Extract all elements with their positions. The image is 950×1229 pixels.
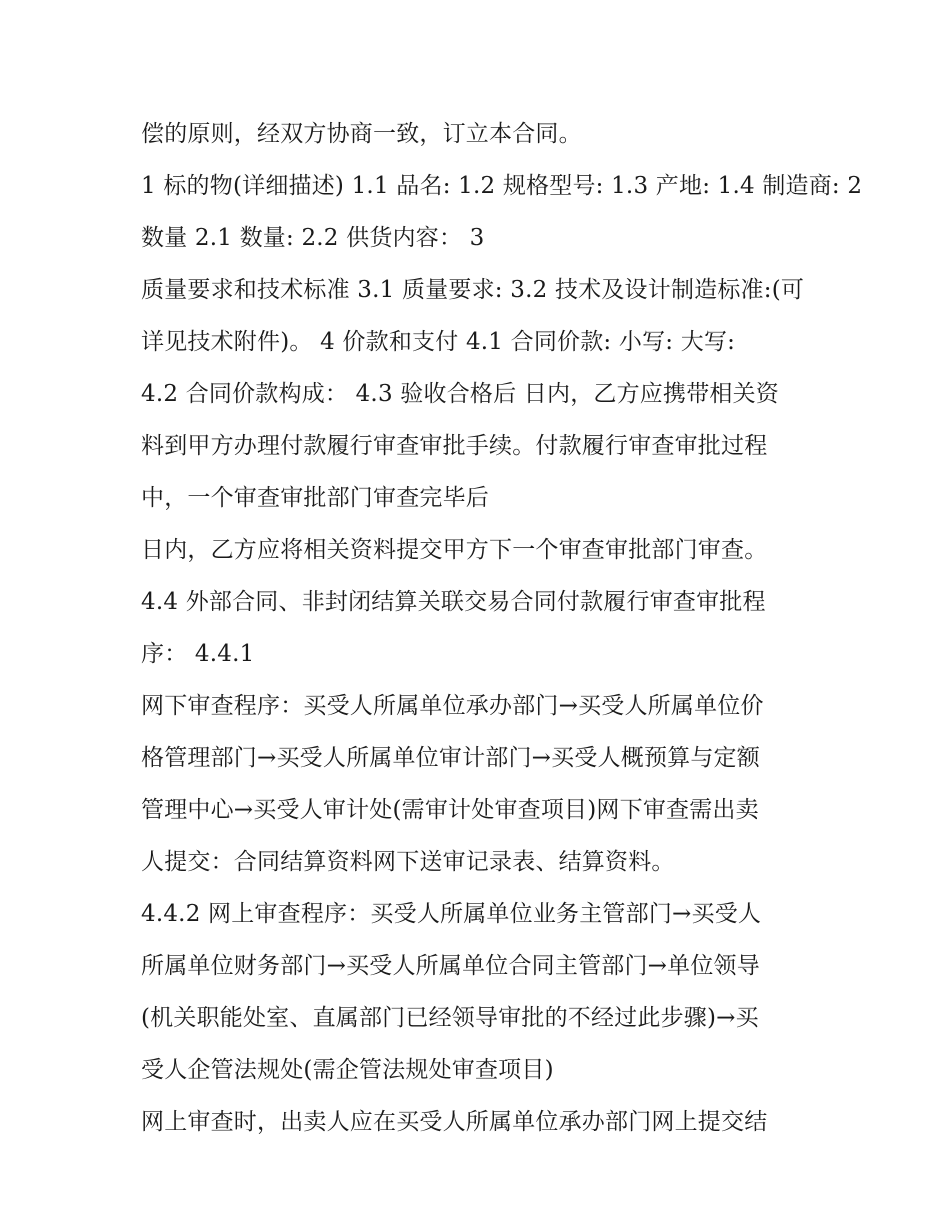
text-line: 中，一个审查审批部门审查完毕后 bbox=[141, 485, 489, 511]
text-line: 1 标的物(详细描述) 1.1 品名: 1.2 规格型号: 1.3 产地: 1.4 制造商: 2 bbox=[141, 173, 863, 199]
text-line: 料到甲方办理付款履行审查审批手续。付款履行审查审批过程 bbox=[141, 433, 768, 459]
text-line: 格管理部门→买受人所属单位审计部门→买受人概预算与定额 bbox=[141, 745, 760, 771]
text-line: 数量 2.1 数量: 2.2 供货内容： 3 bbox=[141, 225, 485, 251]
text-line: 受人企管法规处(需企管法规处审查项目) bbox=[141, 1057, 554, 1083]
text-line: 网下审查程序：买受人所属单位承办部门→买受人所属单位价 bbox=[141, 693, 764, 719]
text-line: 人提交：合同结算资料网下送审记录表、结算资料。 bbox=[141, 849, 675, 875]
contract-text bbox=[141, 108, 863, 1148]
text-line: 管理中心→买受人审计处(需审计处审查项目)网下审查需出卖 bbox=[141, 797, 759, 823]
text-line: 网上审查时，出卖人应在买受人所属单位承办部门网上提交结 bbox=[141, 1109, 768, 1135]
text-line: 4.4 外部合同、非封闭结算关联交易合同付款履行审查审批程 bbox=[141, 589, 766, 615]
text-line: 4.2 合同价款构成： 4.3 验收合格后 日内，乙方应携带相关资 bbox=[141, 381, 779, 407]
text-line: 所属单位财务部门→买受人所属单位合同主管部门→单位领导 bbox=[141, 953, 760, 979]
text-line: 日内，乙方应将相关资料提交甲方下一个审查审批部门审查。 bbox=[141, 537, 768, 563]
text-line: 偿的原则，经双方协商一致，订立本合同。 bbox=[141, 121, 582, 147]
text-line: 质量要求和技术标准 3.1 质量要求: 3.2 技术及设计制造标准:(可 bbox=[141, 277, 805, 303]
text-line: 详见技术附件)。 4 价款和支付 4.1 合同价款: 小写: 大写: bbox=[141, 329, 736, 355]
text-line: 4.4.2 网上审查程序：买受人所属单位业务主管部门→买受人 bbox=[141, 901, 762, 927]
text-line: 序： 4.4.1 bbox=[141, 641, 255, 667]
text-line: (机关职能处室、直属部门已经领导审批的不经过此步骤)→买 bbox=[141, 1005, 759, 1031]
